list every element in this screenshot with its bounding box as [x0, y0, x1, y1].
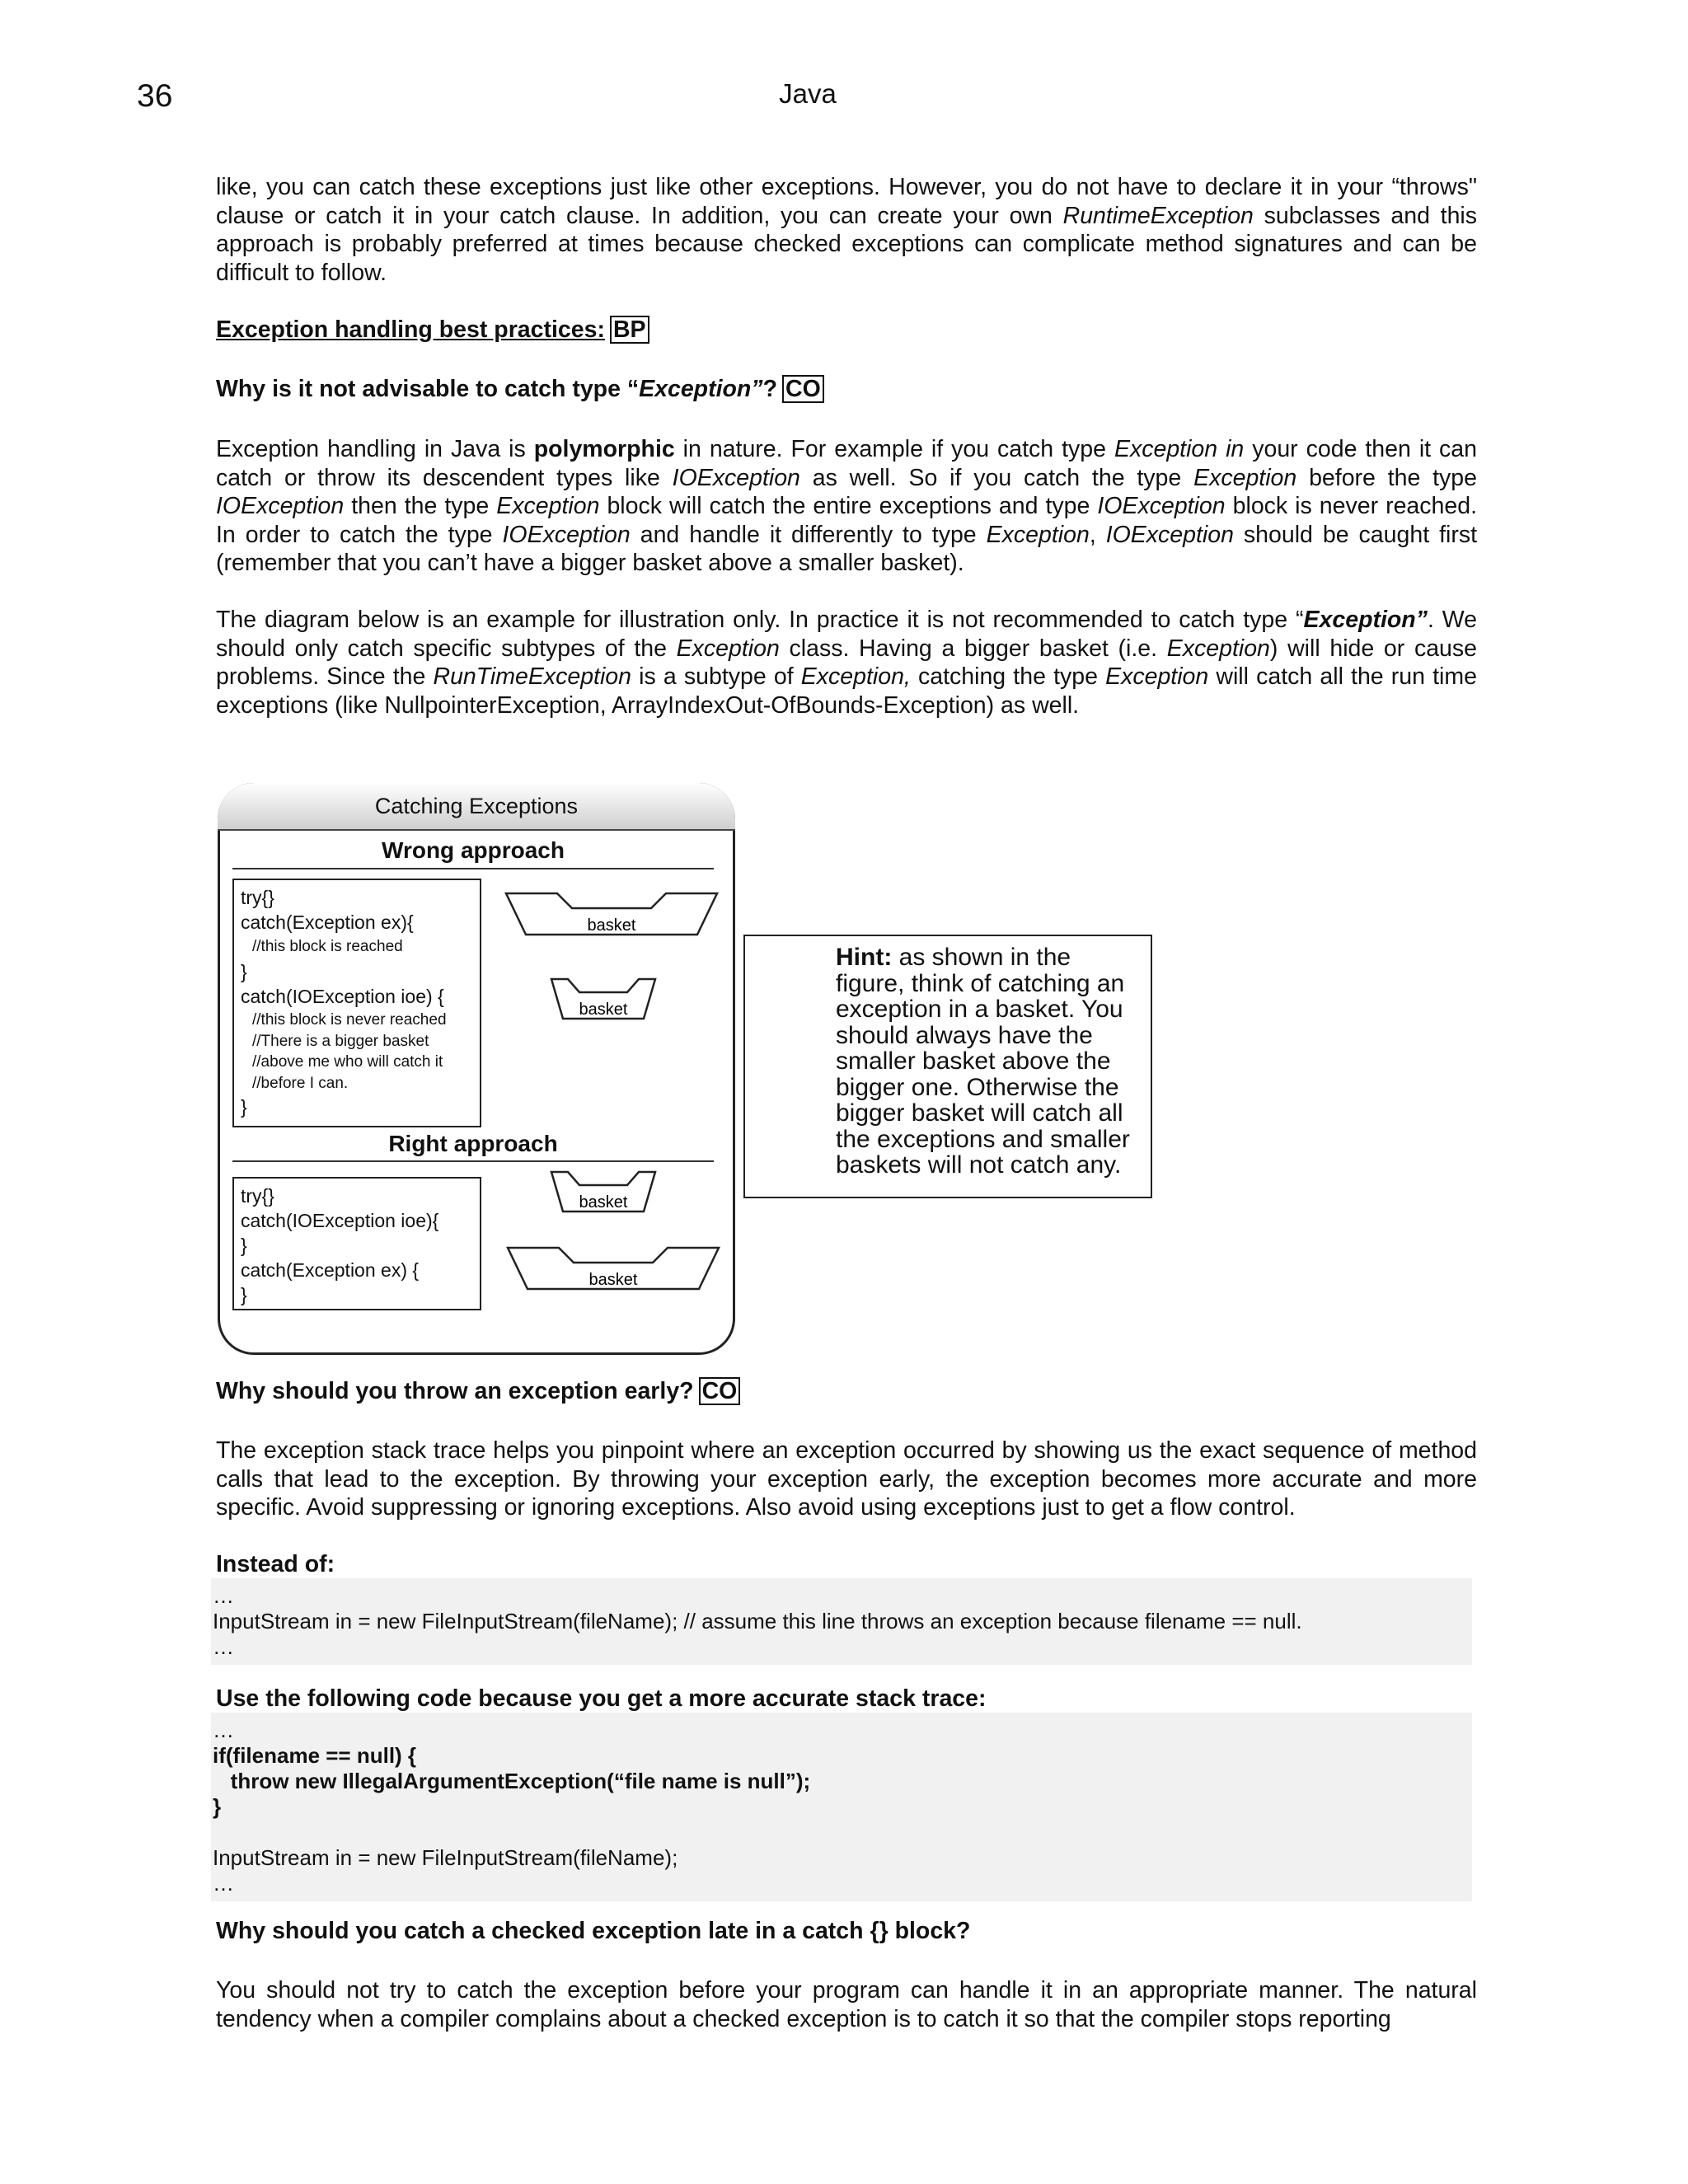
hint-label: Hint: [836, 944, 893, 971]
wrong-approach-rule [232, 868, 714, 869]
polymorphic-paragraph: Exception handling in Java is polymorphic in nature. For example if you catch type Exception in your code then it can catch or throw its descendent types like IOException as well. So if you catch the type Exception before the type IOException then the type Exception block will catch the entire exceptions and type IOException block is never reached. In order to catch the type IOException and handle it differently to type Exception, IOException should be caught first (remember that you can’t have a bigger basket above a smaller basket). [216, 436, 1478, 576]
small-basket-top [550, 1169, 657, 1215]
code-block-accurate: … if(filename == null) { throw new IllegalArgumentException(“file name is null”); } InputStream in = new FileInputStream(fileName); … [211, 1713, 1472, 1901]
best-practices-heading: Exception handling best practices: BP [216, 315, 1477, 344]
diagram-intro-paragraph: The diagram below is an example for illustration only. In practice it is not recommended to catch type “Exception”. We should only catch specific subtypes of the Exception class. Having a bigger basket (i.e. Exception) will hide or cause problems. Since the RunTimeException is a subtype of Exception, catching the type Exception will catch all the run time exceptions (like NullpointerException, ArrayIndexOut-OfBounds-Exception) as well. [216, 607, 1478, 719]
big-basket-top [504, 888, 719, 938]
intro-paragraph: like, you can catch these exceptions just like other exceptions. However, you do not have to declare it in your “throws" clause or catch it in your catch clause. In addition, you can create your own RuntimeException subclasses and this approach is probably preferred at times because checked exceptions can complicate method signatures and can be difficult to follow. [216, 174, 1478, 286]
question-catch-exception: Why is it not advisable to catch type “Exception”? CO [216, 374, 1477, 404]
instead-of-heading: Instead of: [216, 1551, 335, 1577]
running-title: Java [779, 78, 837, 109]
wrong-approach-code: try{} catch(Exception ex){ //this block is reached } catch(IOException ioe) { //this block is never reached //There is a bigger basket //above me who will catch it //before I can. } [232, 879, 481, 1127]
basket-label: basket [587, 916, 636, 935]
catch-late-paragraph: You should not try to catch the exception before your program can handle it in an appropriate manner. The natural tendency when a compiler complains about a checked exception is to catch it so that the compiler stops reporting [216, 1977, 1477, 2032]
big-basket-bottom [506, 1243, 720, 1292]
right-approach-heading: Right approach [388, 1131, 558, 1156]
catching-exceptions-diagram [218, 783, 737, 1356]
right-approach-rule [232, 1160, 714, 1162]
hint-box [743, 935, 1152, 1198]
wrong-approach-heading: Wrong approach [382, 837, 565, 863]
question-catch-late: Why should you catch a checked exception late in a catch {} block? [216, 1918, 971, 1944]
basket-label: basket [588, 1271, 638, 1289]
bp-tag: BP [610, 316, 649, 344]
small-basket-bottom [550, 976, 657, 1022]
basket-label: basket [579, 1193, 628, 1212]
question-throw-early: Why should you throw an exception early? CO [216, 1376, 1477, 1406]
right-approach-code: try{} catch(IOException ioe){ } catch(Exception ex) { } [232, 1177, 481, 1310]
diagram-title: Catching Exceptions [218, 783, 735, 831]
code-block-instead: … InputStream in = new FileInputStream(fileName); // assume this line throws an exception because filename == null. … [211, 1578, 1472, 1665]
use-following-heading: Use the following code because you get a more accurate stack trace: [216, 1685, 987, 1712]
basket-label: basket [579, 1001, 628, 1019]
hint-text: as shown in the figure, think of catching an exception in a basket. You should always have the smaller basket above the bigger one. Otherwise the bigger basket will catch all the exceptions and smaller baskets will not catch any. [836, 944, 1130, 1179]
co-tag: CO [699, 1377, 741, 1405]
page-number: 36 [137, 78, 173, 114]
throw-early-paragraph: The exception stack trace helps you pinpoint where an exception occurred by showing us the exact sequence of method calls that lead to the exception. By throwing your exception early, the exception becomes more accurate and more specific. Avoid suppressing or ignoring exceptions. Also avoid using exceptions just to get a flow control. [216, 1437, 1477, 1521]
co-tag: CO [782, 375, 824, 403]
